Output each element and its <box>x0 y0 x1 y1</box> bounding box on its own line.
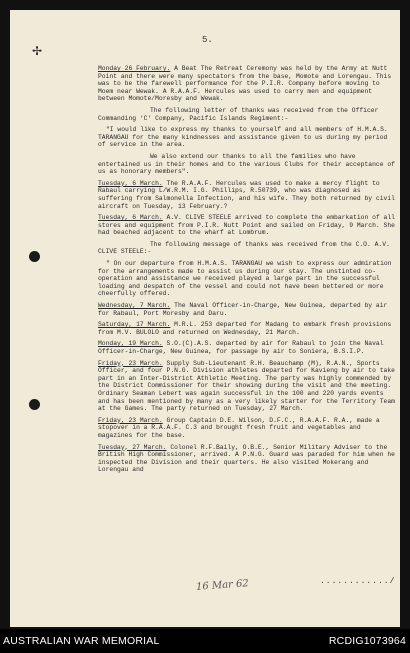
paragraph: The following message of thanks was received from the C.O. A.V. CLIVE STEELE:- <box>98 240 394 256</box>
diary-entry <box>98 214 398 237</box>
entry-text: A.V. CLIVE STEELE arrived to complete the embarkation of all stores and equipment from P.I.R. Nutt Point and sailed on Friday, 9 March. She had beached adjacent to the wharf at Lombrum. <box>98 214 399 237</box>
entry-date: Wednesday, 7 March. <box>98 302 171 310</box>
punch-hole-icon <box>29 399 40 410</box>
diary-entry <box>98 65 398 103</box>
entry-date: Tuesday, 6 March. <box>98 179 163 187</box>
handwritten-annotation: 16 Mar 62 <box>195 578 250 593</box>
entry-text: Supply Sub-Lieutenant R.H. Beauchamp (M), R.A.N., Sports Officer, and four P.N.G. Division athletes departed for Kavieng by air to take part in an Inter-District Athletic Meeting. The party was highly commended by the District Commissioner for their showing during the visit and the meeting. Ordinary Seaman Lebert was again successful in the 100 and 220 yards events and has been mentioned by many as a very likely starter for the Territory Team at the Games. The party returned on Tuesday, 27 March. <box>98 359 399 413</box>
entry-date: Friday, 23 March. <box>98 359 163 367</box>
punch-hole-icon <box>29 251 40 262</box>
diary-entry <box>98 360 398 413</box>
diary-entry <box>98 302 398 317</box>
quoted-letter: "I would like to express my thanks to yourself and all members of H.M.A.S. TARANGAU for the many kindnesses and assistance given to us during my period of service in the area. <box>98 126 392 149</box>
entry-date: Tuesday, 6 March. <box>98 214 163 222</box>
diary-entry <box>98 417 398 440</box>
paragraph: The following letter of thanks was received from the Officer Commanding 'C' Company, Pacific Islands Regiment:- <box>98 106 383 122</box>
entry-text: The R.A.A.F. Hercules was used to make a mercy flight to Rabaul carrying L/W.R.M. I.G. Phillips, R.50739, who was diagnosed as suffering from Salmonella Infection, and his wife. They both returned by civil aircraft on Tuesday, 13 February.? <box>98 179 399 210</box>
continuation-marker: ............/ <box>320 577 396 586</box>
entry-date: Saturday, 17 March. <box>98 321 171 329</box>
entry-text: S.O.(C).A.S. departed by air for Rabaul to join the Naval Officer-in-Charge, New Guinea, for passage by air to Soniera, B.S.I.P. <box>98 340 388 355</box>
entry-text: Colonel R.F.Baily, O.B.E., Senior Military Adviser to the British High Commissioner, arrived. A P.N.G. Guard was paraded for him when he inspected the Division and their quarters. He also visited Mokerang and Lorengau and <box>98 443 399 474</box>
entry-text: Group Captain D.E. Wilson, D.F.C., R.A.A.F. R.A., made a stopover in a R.A.A.F. C.3 and brought fresh fruit and vegetables and magazines for the base. <box>98 416 384 439</box>
diary-entry <box>98 321 398 336</box>
document-body <box>98 65 398 478</box>
diary-entry <box>98 444 398 474</box>
entry-date: Monday, 19 March. <box>98 340 163 348</box>
paragraph: We also extend our thanks to all the families who have entertained us in their homes and to the various Clubs for their acceptance of us as honorary members". <box>98 152 399 176</box>
entry-text: A Beat The Retreat Ceremony was held by the Army at Nutt Point and there were many spectators from the base, Momote and Lorengau. This was to be the farewell performance for the P.I.R. Company before moving to Moem near Wewak. A R.A.A.F. Hercules was used to carry men and equipment between Momote/Moresby and Wewak. <box>98 65 395 103</box>
entry-text: The Naval Officer-in-Charge, New Guinea, departed by air for Rabaul, Port Moresby and Daru. <box>98 302 392 317</box>
entry-date: Monday 26 February. <box>98 65 171 72</box>
archive-name: AUSTRALIAN WAR MEMORIAL <box>3 635 160 647</box>
entry-date: Tuesday, 27 March. <box>98 443 167 451</box>
diary-entry <box>98 180 398 210</box>
corner-mark-icon: ✢ <box>32 44 43 58</box>
diary-entry <box>98 340 398 355</box>
entry-text: M.R.L. 253 departed for Madang to embark fresh provisions from M.V. BULOLO and returned on Wednesday, 21 March. <box>98 321 395 336</box>
document-page <box>10 10 400 627</box>
archive-footer <box>0 629 410 653</box>
page-number: 5. <box>202 35 213 45</box>
entry-date: Friday, 23 March. <box>98 416 163 424</box>
record-id: RCDIG1073964 <box>328 635 406 647</box>
quoted-message: " On our departure from H.M.A.S. TARANGAU we wish to express our admiration for the arrangements made to assist us during our stay. The unstinted co-operation and assistance we received played a large part in the successful loading and despatch of the vessel and could not have been bettered or more cheerfully offered. <box>98 260 396 298</box>
